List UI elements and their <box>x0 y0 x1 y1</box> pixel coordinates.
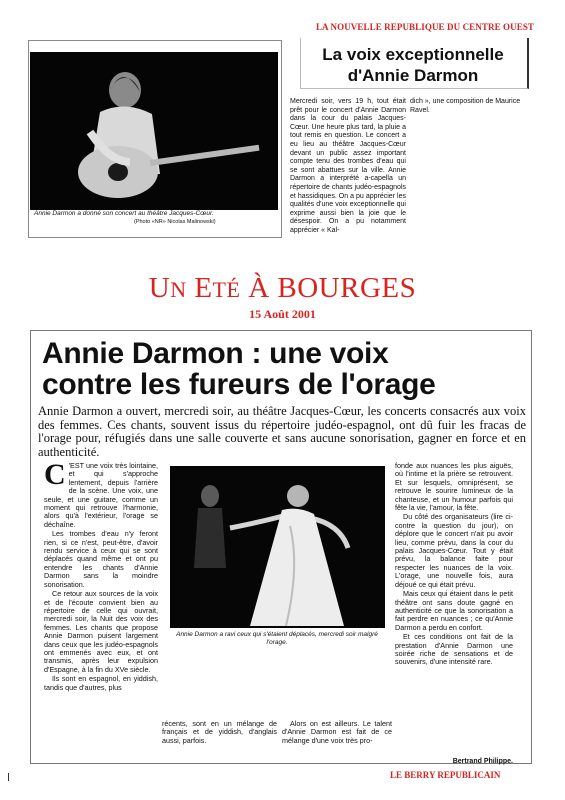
section-title-bourges: BOURGES <box>277 272 417 304</box>
singer-with-guitar-image <box>30 52 278 210</box>
article-photo-caption: Annie Darmon a ravi ceux qui s'étaient déplacés, mercredi soir malgré l'orage. <box>176 631 378 646</box>
section-title-a: À <box>248 272 270 304</box>
headline-top-line1: La voix exceptionnelle <box>322 45 504 64</box>
article-column-1 <box>44 458 158 693</box>
section-title-n: N <box>170 277 187 302</box>
paragraph: Du côté des organisateurs (lire ci-contre la question du jour), on déplore que le concert n'ait pu avoir lieu, comme prévu, dans la cour du palais Jacques-Cœur. Tout y était prévu, la balance faite pour respecter les nuances de la voix. L'orage, une nouvelle fois, aura déjoué ce qui était prévu. <box>395 512 513 589</box>
newspaper-name-top: LA NOUVELLE REPUBLIQUE DU CENTRE OUEST <box>315 22 535 32</box>
section-title-u: U <box>148 272 171 304</box>
article-headline-line2: contre les fureurs de l'orage <box>42 368 436 401</box>
article-column-4 <box>395 462 513 668</box>
paragraph: Les trombes d'eau n'y feront rien, si ce n'est, peut-être, d'avoir rendu service à ceux qui se sont déplacés quand même et ont pu entendre les chants d'Annie Darmon sans la moindre sonorisation. <box>44 529 158 589</box>
photo-caption-top <box>34 210 274 226</box>
article-top-column-1: Mercredi soir, vers 19 h, tout était prêt pour le concert d'Annie Darmon dans la cour du palais Jacques-Cœur. Une heure plus tard, la pluie a tout remis en question. Le concert a eu lieu au théâtre Jacques-Cœur devant un public assez important compte tenu des trombes d'eau qui se sont abattues sur la ville. Annie Darmon a interprété a-capella un répertoire de chants judéo-espagnols et hassidiques. On a pu apprécier les qualités d'une voix exceptionnelle qui exprime aussi bien la joie que le désespoir. On a pu notamment apprécier « Kal- <box>290 98 406 234</box>
headline-top-line2: d'Annie Darmon <box>347 66 479 85</box>
article-column-2 <box>162 720 277 746</box>
article-top-column-2: dich », une composition de Maurice Ravel. <box>410 98 521 114</box>
paragraph: Alors on est ailleurs. Le talent d'Annie Darmon est fait de ce mélange d'une voix très pro- <box>282 719 392 745</box>
article-lead: Annie Darmon a ouvert, mercredi soir, au théâtre Jacques-Cœur, les concerts consacrés aux voix des femmes. Ces chants, souvent issus du répertoire judéo-espagnol, ont dû fuir les fracas de l'orage pour, réfugiés dans une salle couverte et sans aucune sonorisation, gagner en force et en authenticité. <box>38 404 526 459</box>
paragraph: Et ces conditions ont fait de la prestation d'Annie Darmon une soirée riche de sensations et de souvenirs, d'une intensité rare. <box>395 632 513 667</box>
paragraph: Ils sont en espagnol, en yiddish, tandis que d'autres, plus <box>44 674 158 692</box>
drop-cap: C <box>44 458 66 491</box>
photo-credit: (Photo «NR» Nicolas Malinowski) <box>134 219 216 225</box>
article-column-3 <box>282 720 392 746</box>
paragraph: récents, sont en un mélange de français et de yiddish, d'anglais aussi, parfois. <box>162 719 277 745</box>
newspaper-name-bottom: LE BERRY REPUBLICAIN <box>390 770 501 780</box>
article-headline <box>42 338 522 400</box>
paragraph: fonde aux nuances les plus aiguës, où l'intime et la prière se retrouvent. Et sur lesquels, omniprésent, se retrouve le sourire lumineux de la chanteuse, et un humour parfois qui fête la vie, l'amour, la fête. <box>395 461 513 513</box>
headline-top <box>302 44 524 86</box>
paragraph: Mais ceux qui étaient dans le petit théâtre ont sans doute gagné en authenticité ce que la sonorisation a fait perdre en nuances ; ce qu'Annie Darmon a perdu en confort. <box>395 589 513 632</box>
section-title <box>0 272 565 305</box>
article-headline-line1: Annie Darmon : une voix <box>42 337 389 370</box>
section-title-te: TÉ <box>212 277 241 302</box>
caption-text: Annie Darmon a donné son concert au théâtre Jacques-Cœur. <box>34 210 214 217</box>
section-title-e: E <box>194 272 213 304</box>
section-date: 15 Août 2001 <box>249 307 316 321</box>
concert-photo <box>30 52 278 210</box>
author-signature: Bertrand Philippe. <box>452 758 513 765</box>
article-photo <box>170 466 385 628</box>
singer-on-stage-image <box>170 466 385 628</box>
paragraph: Ce retour aux sources de la voix et de l'écoute convient bien au répertoire de celle qui ouvrait, mercredi soir, la Nuit des voix des femmes. Les chants que propose Annie Darmon puisent largement dans ceux que les judéo-espagnols ont emmenés avec eux, et ont transmis, après leur expulsion d'Espagne, à la fin du XVe siècle. <box>44 589 158 674</box>
margin-mark <box>8 773 9 781</box>
paragraph: 'EST une voix très lointaine, et qui s'approche lentement, depuis l'arrière de la scène. Une voix, une seule, et une guitare, comme un moment qui retrouve l'harmonie, alors qu'à l'extérieur, l'orage se déchaîne. <box>44 461 158 529</box>
